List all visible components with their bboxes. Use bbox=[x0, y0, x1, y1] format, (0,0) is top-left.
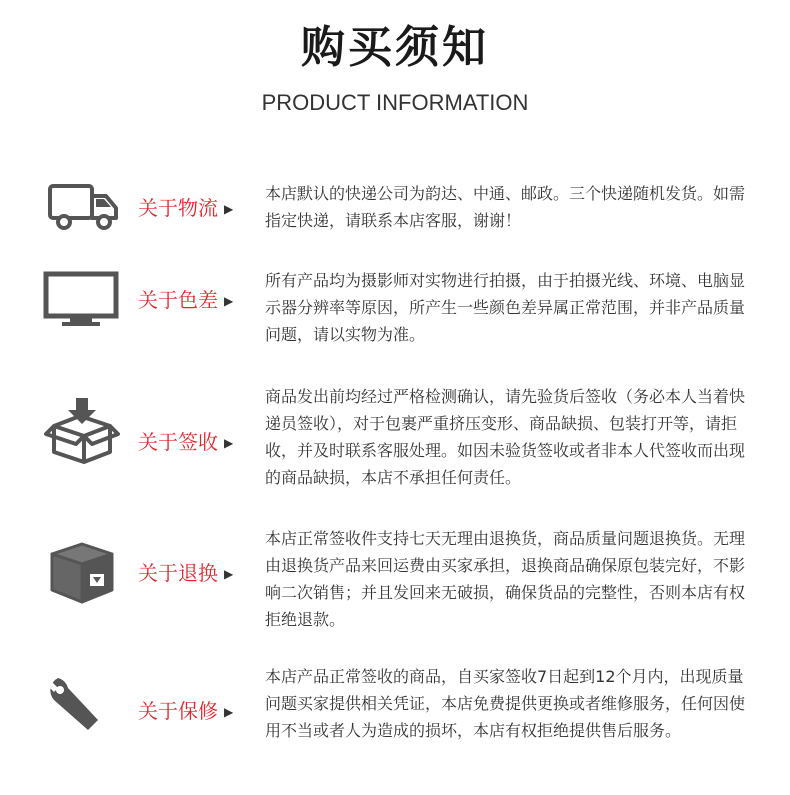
section-label: 关于签收 ▶ bbox=[138, 430, 234, 454]
section-label: 关于保修 ▶ bbox=[138, 699, 234, 723]
section-text: 本店默认的快递公司为韵达、中通、邮政。三个快递随机发货。如需指定快递，请联系本店客服，谢谢！ bbox=[265, 184, 746, 230]
section-text: 本店正常签收件支持七天无理由退换货，商品质量问题退换货。无理由退换货产品来回运费由买家承担，退换商品确保原包装完好，不影响二次销售；并且发回来无破损，确保货品的完整性，否则本店有权拒绝退款。 bbox=[265, 529, 746, 629]
package-icon bbox=[40, 538, 124, 608]
section-label: 关于物流 ▶ bbox=[138, 196, 234, 220]
box-arrow-icon bbox=[40, 396, 124, 466]
section-label: 关于退换 ▶ bbox=[138, 561, 234, 585]
wrench-icon bbox=[40, 674, 124, 732]
page-title: 购买须知 bbox=[301, 22, 489, 73]
truck-icon bbox=[40, 176, 124, 240]
monitor-icon bbox=[40, 266, 124, 330]
section-label: 关于色差 ▶ bbox=[138, 288, 234, 312]
section-text: 本店产品正常签收的商品，自买家签收7日起到12个月内，出现质量问题买家提供相关凭证，本店免费提供更换或者维修服务，任何因使用不当或者人为造成的损坏，本店有权拒绝提供售后服务。 bbox=[265, 667, 746, 740]
section-text: 商品发出前均经过严格检测确认，请先验货后签收（务必本人当着快递员签收），对于包裹严重挤压变形、商品缺损、包装打开等，请拒收，并及时联系客服处理。如因未验货签收或者非本人代签收而出现的商品缺损，本店不承担任何责任。 bbox=[265, 387, 746, 487]
page-subtitle: PRODUCT INFORMATION bbox=[261, 90, 529, 115]
section-text: 所有产品均为摄影师对实物进行拍摄，由于拍摄光线、环境、电脑显示器分辨率等原因，所产生一些颜色差异属正常范围，并非产品质量问题，请以实物为准。 bbox=[265, 271, 746, 344]
